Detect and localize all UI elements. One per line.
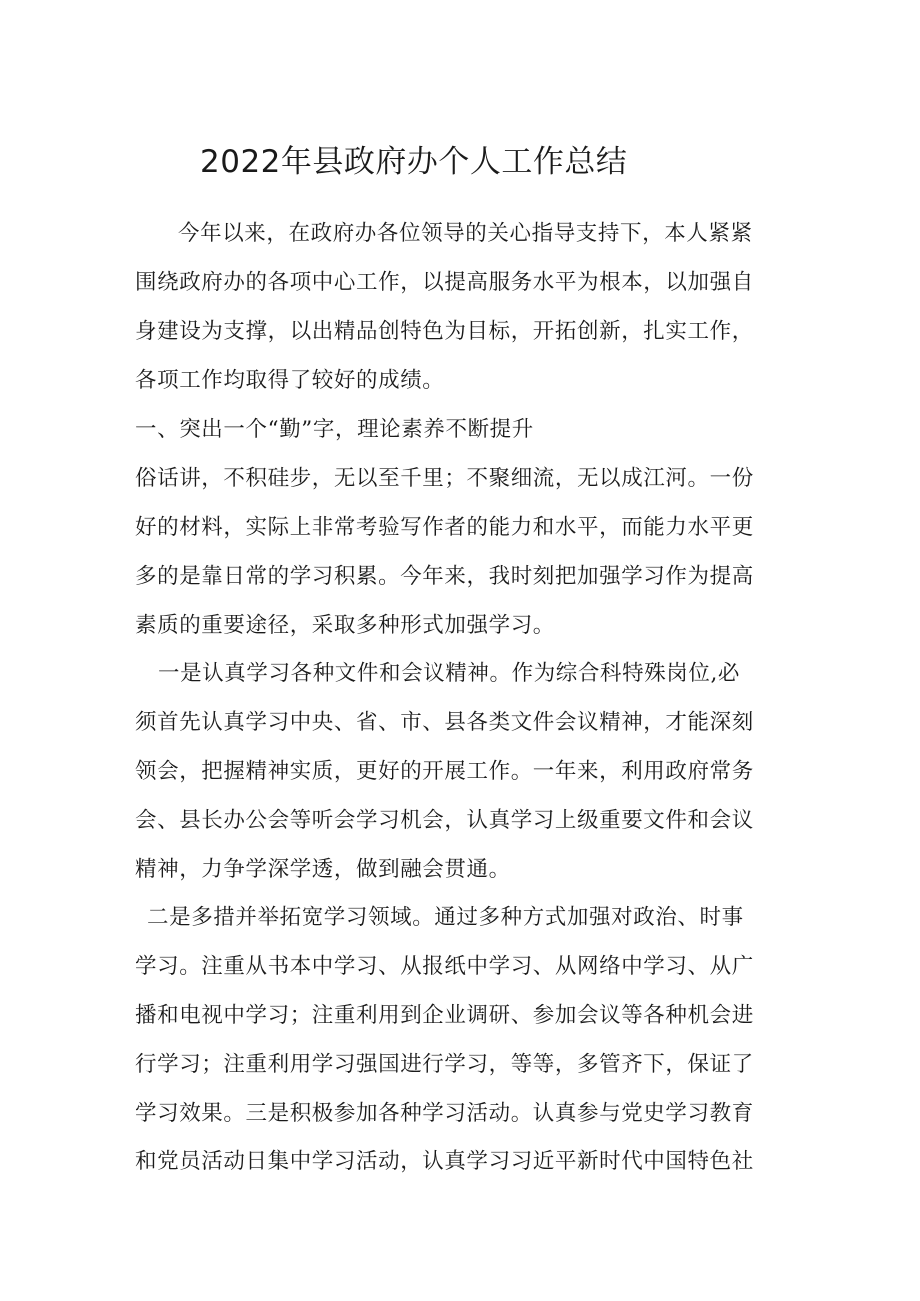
body-line: 素质的重要途径，采取多种形式加强学习。 [135, 613, 555, 638]
body-line: 身建设为支撑，以出精品创特色为目标，开拓创新，扎实工作， [135, 319, 754, 344]
section-heading: 一、突出一个“勤”字，理论素养不断提升 [135, 417, 534, 442]
body-line: 今年以来，在政府办各位领导的关心指导支持下，本人紧紧 [178, 221, 753, 246]
document-title: 2022年县政府办个人工作总结 [200, 144, 628, 180]
body-line: 二是多措并举拓宽学习领域。通过多种方式加强对政治、时事 [147, 905, 744, 930]
body-line: 须首先认真学习中央、省、市、县各类文件会议精神，才能深刻 [135, 710, 754, 735]
body-line: 围绕政府办的各项中心工作，以提高服务水平为根本，以加强自 [135, 270, 754, 295]
body-line: 播和电视中学习；注重利用到企业调研、参加会议等各种机会进 [135, 1003, 754, 1028]
body-line: 学习效果。三是积极参加各种学习活动。认真参与党史学习教育 [135, 1101, 754, 1126]
body-line: 和党员活动日集中学习活动，认真学习习近平新时代中国特色社 [135, 1149, 754, 1174]
body-line: 各项工作均取得了较好的成绩。 [135, 368, 445, 393]
body-line: 好的材料，实际上非常考验写作者的能力和水平，而能力水平更 [135, 515, 754, 540]
body-line: 精神，力争学深学透，做到融会贯通。 [135, 857, 511, 882]
body-line: 学习。注重从书本中学习、从报纸中学习、从网络中学习、从广 [135, 954, 754, 979]
body-line: 一是认真学习各种文件和会议精神。作为综合科特殊岗位,必 [158, 661, 741, 686]
body-line: 领会，把握精神实质，更好的开展工作。一年来，利用政府常务 [135, 759, 754, 784]
body-line: 俗话讲，不积硅步，无以至千里；不聚细流，无以成江河。一份 [135, 466, 754, 491]
body-line: 会、县长办公会等听会学习机会，认真学习上级重要文件和会议 [135, 808, 754, 833]
body-line: 行学习；注重利用学习强国进行学习，等等，多管齐下，保证了 [135, 1052, 754, 1077]
body-line: 多的是靠日常的学习积累。今年来，我时刻把加强学习作为提高 [135, 564, 754, 589]
